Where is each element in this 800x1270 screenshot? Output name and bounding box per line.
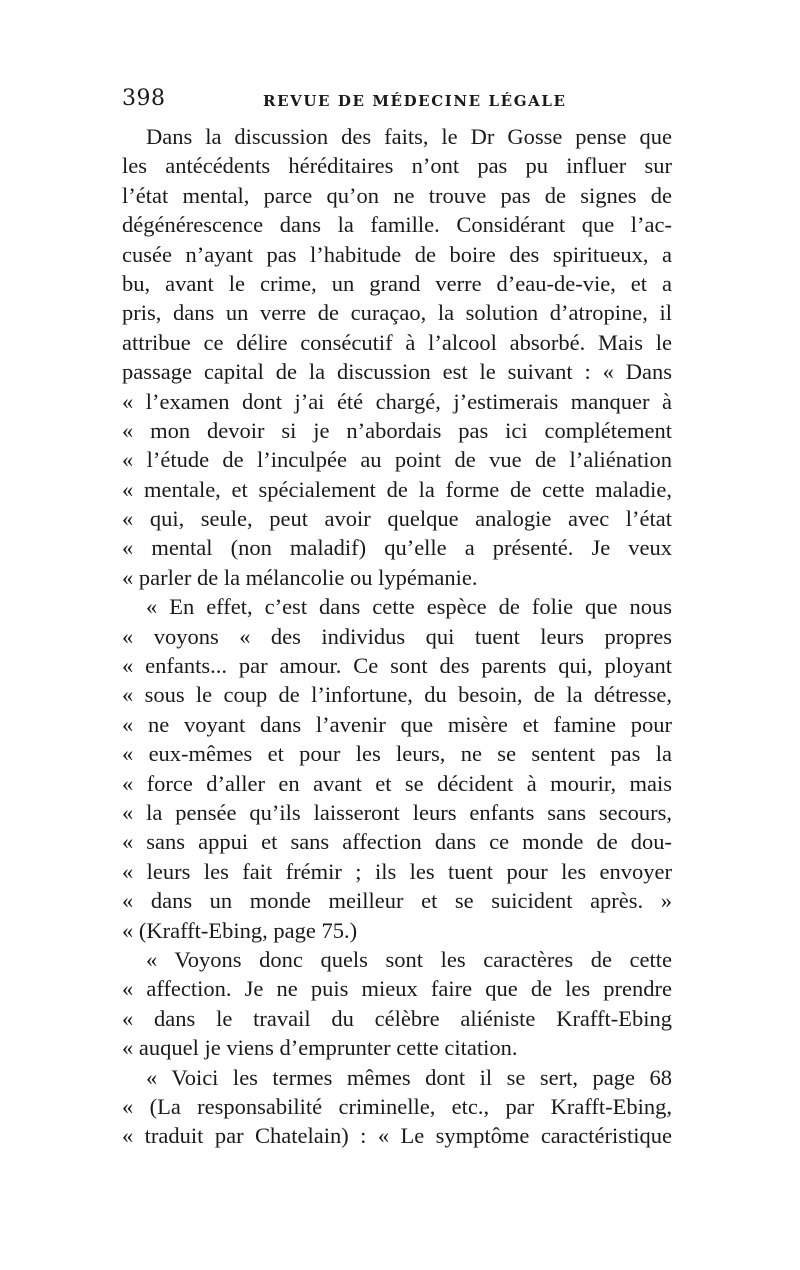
- page-number: 398: [122, 86, 166, 111]
- text-line: « auquel je viens d’emprunter cette citation.: [122, 1035, 518, 1061]
- text-line: « sous le coup de l’infortune, du besoin, de la détresse,: [122, 682, 672, 708]
- text-line: « l’étude de l’inculpée au point de vue de l’aliénation: [122, 447, 672, 473]
- text-line: « dans le travail du célèbre aliéniste Krafft-Ebing: [122, 1005, 672, 1031]
- text-line: « Voici les termes mêmes dont il se sert, page 68: [146, 1064, 672, 1090]
- text-line: pris, dans un verre de curaçao, la solution d’atropine, il: [122, 300, 672, 326]
- text-line: « eux-mêmes et pour les leurs, ne se sentent pas la: [122, 741, 672, 767]
- text-line: « mon devoir si je n’abordais pas ici complétement: [122, 417, 672, 443]
- text-line: « mentale, et spécialement de la forme de cette maladie,: [122, 476, 672, 502]
- text-line: « Voyons donc quels sont les caractères de cette: [146, 946, 672, 972]
- running-head: REVUE DE MÉDECINE LÉGALE: [263, 92, 567, 110]
- text-line: « leurs les fait frémir ; ils les tuent pour les envoyer: [122, 858, 672, 884]
- text-line: Dans la discussion des faits, le Dr Gosse pense que: [146, 124, 672, 149]
- text-line: « (La responsabilité criminelle, etc., par Krafft-Ebing,: [122, 1093, 672, 1119]
- text-line: attribue ce délire consécutif à l’alcool absorbé. Mais le: [122, 329, 672, 355]
- text-line: « force d’aller en avant et se décident à mourir, mais: [122, 770, 672, 796]
- text-line: bu, avant le crime, un grand verre d’eau-de-vie, et a: [122, 270, 672, 296]
- text-line: « la pensée qu’ils laisseront leurs enfants sans secours,: [122, 799, 672, 825]
- text-line: « affection. Je ne puis mieux faire que de les prendre: [122, 976, 672, 1002]
- text-line: « sans appui et sans affection dans ce monde de dou-: [122, 829, 672, 855]
- text-line: passage capital de la discussion est le suivant : « Dans: [122, 359, 672, 385]
- text-line: cusée n’ayant pas l’habitude de boire des spiritueux, a: [122, 241, 672, 267]
- text-line: « voyons « des individus qui tuent leurs propres: [122, 623, 672, 649]
- text-line: l’état mental, parce qu’on ne trouve pas de signes de: [122, 182, 672, 208]
- text-line: « mental (non maladif) qu’elle a présenté. Je veux: [122, 535, 672, 561]
- text-line: « enfants... par amour. Ce sont des parents qui, ployant: [122, 653, 672, 679]
- text-line: « ne voyant dans l’avenir que misère et famine pour: [122, 711, 672, 737]
- text-line: « qui, seule, peut avoir quelque analogie avec l’état: [122, 506, 672, 532]
- body-text: [122, 122, 672, 1151]
- text-line: « parler de la mélancolie ou lypémanie.: [122, 564, 478, 590]
- text-line: « traduit par Chatelain) : « Le symptôme caractéristique: [122, 1123, 672, 1149]
- text-line: « dans un monde meilleur et se suicident après. »: [122, 888, 672, 914]
- text-line: « (Krafft-Ebing, page 75.): [122, 917, 358, 943]
- text-line: dégénérescence dans la famille. Considérant que l’ac-: [122, 212, 672, 238]
- text-line: « En effet, c’est dans cette espèce de folie que nous: [146, 594, 672, 620]
- text-line: « l’examen dont j’ai été chargé, j’estimerais manquer à: [122, 388, 672, 414]
- text-line: les antécédents héréditaires n’ont pas pu influer sur: [122, 153, 672, 179]
